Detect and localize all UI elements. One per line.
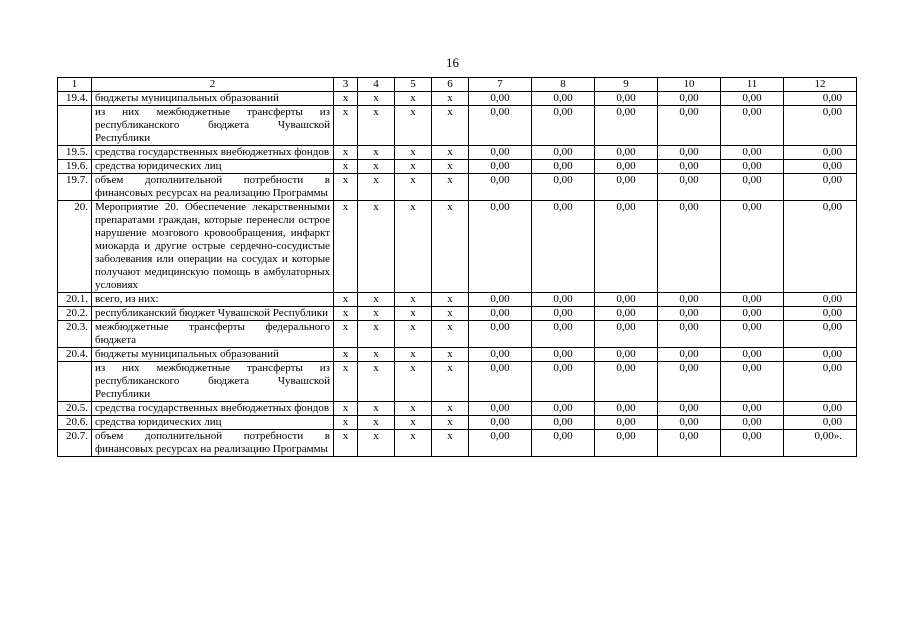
value-cell: 0,00 (784, 92, 857, 106)
x-cell: x (432, 430, 469, 457)
row-name: объем дополнительной потребности в финансовых ресурсах на реализацию Программы (92, 174, 334, 201)
value-cell: 0,00 (784, 201, 857, 293)
value-cell: 0,00 (469, 92, 532, 106)
row-number: 19.5. (58, 146, 92, 160)
x-cell: x (395, 402, 432, 416)
row-number (58, 106, 92, 146)
header-row (58, 78, 857, 92)
table-row (58, 402, 857, 416)
budget-table (57, 77, 857, 457)
row-name: межбюджетные трансферты федерального бюджета (92, 321, 334, 348)
value-cell: 0,00 (658, 362, 721, 402)
table-row (58, 416, 857, 430)
x-cell: x (334, 106, 358, 146)
table-row (58, 362, 857, 402)
x-cell: x (358, 430, 395, 457)
x-cell: x (395, 307, 432, 321)
x-cell: x (358, 321, 395, 348)
value-cell: 0,00 (532, 416, 595, 430)
x-cell: x (358, 402, 395, 416)
value-cell: 0,00 (784, 106, 857, 146)
x-cell: x (395, 348, 432, 362)
value-cell: 0,00 (658, 307, 721, 321)
value-cell: 0,00 (532, 174, 595, 201)
value-cell: 0,00 (784, 160, 857, 174)
x-cell: x (334, 293, 358, 307)
x-cell: x (432, 321, 469, 348)
value-cell: 0,00 (658, 402, 721, 416)
value-cell: 0,00 (469, 402, 532, 416)
x-cell: x (358, 348, 395, 362)
x-cell: x (334, 321, 358, 348)
x-cell: x (334, 174, 358, 201)
value-cell: 0,00 (469, 348, 532, 362)
value-cell: 0,00 (595, 362, 658, 402)
x-cell: x (358, 416, 395, 430)
header-cell: 11 (721, 78, 784, 92)
row-number: 20.6. (58, 416, 92, 430)
value-cell: 0,00 (532, 146, 595, 160)
x-cell: x (432, 416, 469, 430)
x-cell: x (395, 430, 432, 457)
header-cell: 2 (92, 78, 334, 92)
value-cell: 0,00 (721, 201, 784, 293)
row-name: всего, из них: (92, 293, 334, 307)
row-number: 20.1. (58, 293, 92, 307)
value-cell: 0,00 (532, 430, 595, 457)
header-cell: 4 (358, 78, 395, 92)
value-cell: 0,00 (595, 146, 658, 160)
value-cell: 0,00 (532, 348, 595, 362)
x-cell: x (395, 416, 432, 430)
row-name: республиканский бюджет Чувашской Республики (92, 307, 334, 321)
value-cell: 0,00 (532, 293, 595, 307)
table-row (58, 92, 857, 106)
value-cell: 0,00 (595, 416, 658, 430)
table-row (58, 201, 857, 293)
value-cell: 0,00 (721, 106, 784, 146)
header-cell: 3 (334, 78, 358, 92)
value-cell: 0,00 (595, 160, 658, 174)
x-cell: x (334, 348, 358, 362)
value-cell: 0,00 (784, 402, 857, 416)
value-cell: 0,00 (469, 106, 532, 146)
value-cell: 0,00 (469, 362, 532, 402)
value-cell: 0,00 (469, 146, 532, 160)
x-cell: x (358, 293, 395, 307)
header-cell: 1 (58, 78, 92, 92)
value-cell: 0,00 (721, 174, 784, 201)
x-cell: x (358, 307, 395, 321)
x-cell: x (334, 307, 358, 321)
x-cell: x (395, 201, 432, 293)
x-cell: x (395, 293, 432, 307)
table-row (58, 307, 857, 321)
row-number: 20. (58, 201, 92, 293)
row-name: средства юридических лиц (92, 160, 334, 174)
row-number: 20.3. (58, 321, 92, 348)
header-cell: 9 (595, 78, 658, 92)
row-name: объем дополнительной потребности в финансовых ресурсах на реализацию Программы (92, 430, 334, 457)
value-cell: 0,00 (658, 106, 721, 146)
row-name: бюджеты муниципальных образований (92, 92, 334, 106)
value-cell: 0,00 (721, 362, 784, 402)
row-number: 20.5. (58, 402, 92, 416)
x-cell: x (358, 201, 395, 293)
row-number: 20.2. (58, 307, 92, 321)
page-number: 16 (446, 55, 459, 70)
value-cell: 0,00 (784, 321, 857, 348)
value-cell: 0,00 (469, 293, 532, 307)
value-cell: 0,00 (595, 321, 658, 348)
value-cell: 0,00 (784, 174, 857, 201)
value-cell: 0,00 (784, 307, 857, 321)
value-cell: 0,00 (784, 146, 857, 160)
value-cell: 0,00 (721, 430, 784, 457)
value-cell: 0,00 (595, 92, 658, 106)
value-cell: 0,00 (532, 92, 595, 106)
x-cell: x (432, 307, 469, 321)
value-cell: 0,00 (595, 307, 658, 321)
value-cell: 0,00 (784, 416, 857, 430)
row-number: 19.7. (58, 174, 92, 201)
x-cell: x (432, 362, 469, 402)
value-cell: 0,00 (721, 146, 784, 160)
value-cell: 0,00 (658, 174, 721, 201)
value-cell: 0,00 (469, 160, 532, 174)
x-cell: x (395, 160, 432, 174)
value-cell: 0,00 (721, 293, 784, 307)
value-cell: 0,00». (784, 430, 857, 457)
table-row (58, 430, 857, 457)
row-number (58, 362, 92, 402)
header-cell: 6 (432, 78, 469, 92)
value-cell: 0,00 (469, 430, 532, 457)
table-row (58, 160, 857, 174)
x-cell: x (432, 174, 469, 201)
value-cell: 0,00 (469, 174, 532, 201)
x-cell: x (358, 146, 395, 160)
x-cell: x (358, 92, 395, 106)
x-cell: x (395, 362, 432, 402)
header-cell: 10 (658, 78, 721, 92)
x-cell: x (334, 160, 358, 174)
row-name: средства государственных внебюджетных фондов (92, 402, 334, 416)
value-cell: 0,00 (658, 92, 721, 106)
value-cell: 0,00 (784, 293, 857, 307)
x-cell: x (358, 174, 395, 201)
x-cell: x (334, 92, 358, 106)
value-cell: 0,00 (595, 348, 658, 362)
value-cell: 0,00 (784, 362, 857, 402)
value-cell: 0,00 (532, 307, 595, 321)
x-cell: x (334, 402, 358, 416)
x-cell: x (334, 146, 358, 160)
header-cell: 8 (532, 78, 595, 92)
value-cell: 0,00 (595, 293, 658, 307)
x-cell: x (395, 92, 432, 106)
x-cell: x (334, 201, 358, 293)
x-cell: x (334, 430, 358, 457)
table-row (58, 293, 857, 307)
value-cell: 0,00 (658, 293, 721, 307)
value-cell: 0,00 (784, 348, 857, 362)
value-cell: 0,00 (721, 416, 784, 430)
value-cell: 0,00 (595, 174, 658, 201)
x-cell: x (432, 160, 469, 174)
table-row (58, 348, 857, 362)
value-cell: 0,00 (595, 402, 658, 416)
table-row (58, 106, 857, 146)
row-number: 20.7. (58, 430, 92, 457)
row-name: средства государственных внебюджетных фондов (92, 146, 334, 160)
value-cell: 0,00 (658, 201, 721, 293)
row-number: 19.6. (58, 160, 92, 174)
value-cell: 0,00 (721, 321, 784, 348)
value-cell: 0,00 (721, 307, 784, 321)
value-cell: 0,00 (532, 362, 595, 402)
value-cell: 0,00 (595, 201, 658, 293)
value-cell: 0,00 (595, 106, 658, 146)
value-cell: 0,00 (595, 430, 658, 457)
value-cell: 0,00 (532, 106, 595, 146)
row-name: средства юридических лиц (92, 416, 334, 430)
x-cell: x (432, 348, 469, 362)
header-cell: 7 (469, 78, 532, 92)
value-cell: 0,00 (532, 201, 595, 293)
value-cell: 0,00 (721, 402, 784, 416)
header-cell: 12 (784, 78, 857, 92)
x-cell: x (432, 106, 469, 146)
table-row (58, 146, 857, 160)
row-number: 19.4. (58, 92, 92, 106)
x-cell: x (395, 106, 432, 146)
x-cell: x (358, 106, 395, 146)
value-cell: 0,00 (658, 321, 721, 348)
value-cell: 0,00 (532, 321, 595, 348)
x-cell: x (395, 321, 432, 348)
x-cell: x (432, 402, 469, 416)
value-cell: 0,00 (532, 402, 595, 416)
value-cell: 0,00 (721, 348, 784, 362)
value-cell: 0,00 (469, 307, 532, 321)
x-cell: x (395, 174, 432, 201)
x-cell: x (432, 201, 469, 293)
value-cell: 0,00 (532, 160, 595, 174)
value-cell: 0,00 (658, 430, 721, 457)
value-cell: 0,00 (658, 146, 721, 160)
x-cell: x (334, 416, 358, 430)
x-cell: x (334, 362, 358, 402)
x-cell: x (432, 293, 469, 307)
x-cell: x (358, 362, 395, 402)
x-cell: x (432, 146, 469, 160)
value-cell: 0,00 (469, 416, 532, 430)
value-cell: 0,00 (658, 160, 721, 174)
row-name: из них межбюджетные трансферты из республиканского бюджета Чувашской Республики (92, 106, 334, 146)
value-cell: 0,00 (721, 160, 784, 174)
table-body (58, 78, 857, 457)
x-cell: x (432, 92, 469, 106)
header-cell: 5 (395, 78, 432, 92)
table-row (58, 321, 857, 348)
row-name: из них межбюджетные трансферты из республиканского бюджета Чувашской Республики (92, 362, 334, 402)
value-cell: 0,00 (658, 348, 721, 362)
row-name: Мероприятие 20. Обеспечение лекарственными препаратами граждан, которые перенесли острое нарушение мозгового кровообращения, инфаркт миокарда и другие острые сердечно-сосудистые заболевания или операции на сосудах и которые получают медицинскую помощь в амбулаторных условиях (92, 201, 334, 293)
row-number: 20.4. (58, 348, 92, 362)
value-cell: 0,00 (469, 321, 532, 348)
x-cell: x (358, 160, 395, 174)
value-cell: 0,00 (469, 201, 532, 293)
table-row (58, 174, 857, 201)
value-cell: 0,00 (721, 92, 784, 106)
x-cell: x (395, 146, 432, 160)
value-cell: 0,00 (658, 416, 721, 430)
row-name: бюджеты муниципальных образований (92, 348, 334, 362)
